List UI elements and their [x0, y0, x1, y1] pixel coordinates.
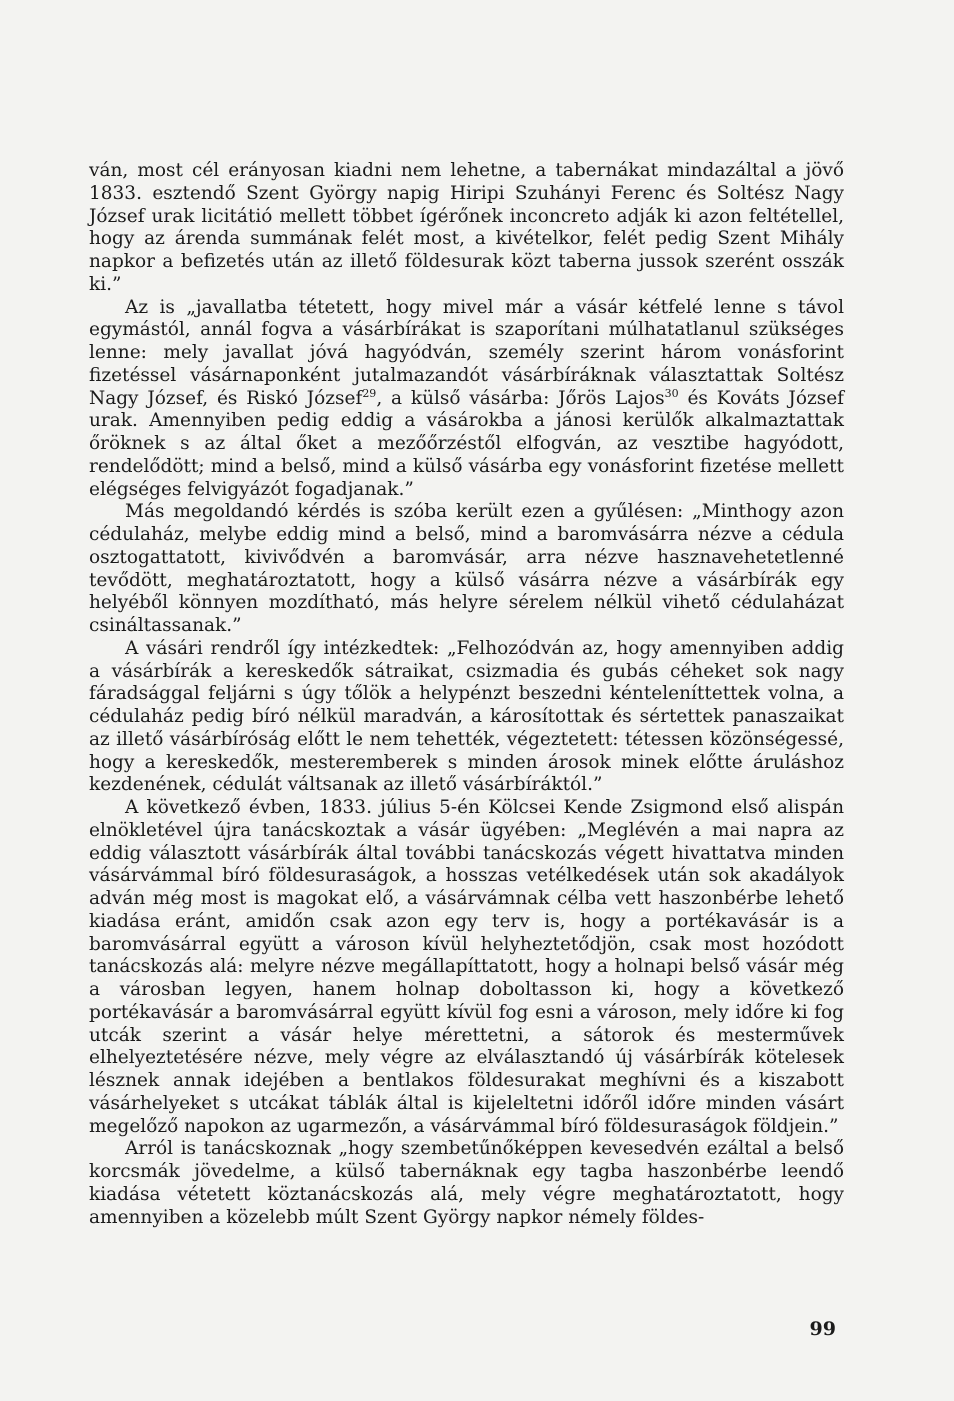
- paragraph-text: és Kováts József urak. Amennyiben pedig eddig a vásárokba a jánosi kerülők alkalmaztattak őröknek s az által őket a mezőőrzéstől elfogván, az vesztibe hagyódott, rendelődött; mind a belső, mind a külső vásárba egy vonásforint fizetése mellett elégséges felvigyázót fogadjanak.”: [89, 387, 844, 500]
- paragraph-text: A vásári rendről így intézkedtek: „Felhozódván az, hogy amennyiben addig a vásárbírák a kereskedők sátraikat, csizmadia és gubás céheket sok nagy fáradsággal feljárni s úgy tőlök a helypénzt beszedni kénteleníttettek volna, a cédulaház pedig bíró nélkül maradván, a károsítottak és sértettek panaszaikat az illető vásárbíróság előtt le nem tehették, végeztetett: tétessen közönségessé, hogy a kereskedők, mesteremberek s minden árosok minek előtte áruláshoz kezdenének, cédulát váltsanak az illető vásárbíráktól.”: [89, 637, 844, 796]
- paragraph: [89, 638, 844, 797]
- paragraph: [89, 297, 844, 502]
- paragraph-text: A következő évben, 1833. július 5-én Kölcsei Kende Zsigmond első alispán elnökletével újra tanácskoztak a vásár ügyében: „Meglévén a mai napra az eddig választott vásárbírák által további tanácskozás végett hivattatva minden vásárvámmal bíró földesuraságok, a hosszas vetélkedések után sok akadályok adván még most is magokat elő, a vásárvámnak célba vett haszonbérbe lehető kiadása eránt, amidőn csak azon egy terv is, hogy a portékavásár is a baromvásárral együtt a városon kívül helyheztetődjön, csak most hozódott tanácskozás alá: melyre nézve megállapíttatott, hogy a holnapi belső vásár még a városban legyen, hanem holnap doboltasson ki, hogy a következő portékavásár a baromvásárral együtt kívül fog esni a városon, mely időre ki fog utcák szerint a vásár helye mérettetni, a sátorok és mesterművek elhelyeztetésére nézve, mely végre az elválasztandó új vásárbírák kötelesek lésznek annak idejében a bentlakos földesurakat meghívni és a kiszabott vásárhelyeket s utcákat táblák által is kijeleltetni időről időre minden vásárt megelőző napokon az ugarmezőn, a vásárvámmal bíró földesuraságok földjein.”: [89, 797, 844, 1137]
- paragraph: [89, 1138, 844, 1229]
- paragraph: [89, 797, 844, 1138]
- footnote-reference: 30: [664, 386, 679, 400]
- paragraph-text: Arról is tanácskoznak „hogy szembetűnőképpen kevesedvén ezáltal a belső korcsmák jövedelme, a külső tabernáknak egy tagba haszonbérbe leendő kiadása vétetett köztanácskozás alá, mely végre meghatároztatott, hogy amennyiben a közelebb múlt Szent György napkor némely földes-: [89, 1138, 844, 1228]
- paragraph: [89, 501, 844, 638]
- page-number: 99: [809, 1318, 836, 1340]
- paragraph-text: , a külső vásárba: Jőrös Lajos: [376, 387, 665, 409]
- paragraph-text: Az is „javallatba tétetett, hogy mivel már a vásár kétfelé lenne s távol egymástól, annál fogva a vásárbírákat is szaporítani múlhatatlanul szükséges lenne: mely javallat jóvá hagyódván, személy szerint három vonásforint fizetéssel vásárnaponként jutalmazandót vásárbíráknak választattak Soltész Nagy József, és Riskó József: [89, 296, 844, 409]
- paragraph: [89, 160, 844, 297]
- paragraph-text: ván, most cél erányosan kiadni nem lehetne, a tabernákat mindazáltal a jövő 1833. esztendő Szent György napig Hiripi Szuhányi Ferenc és Soltész Nagy József urak licitátió mellett többet ígérőnek inconcreto adják ki azon feltétellel, hogy az árenda summának felét most, a kivételkor, felét pedig Szent Mihály napkor a befizetés után az illető földesurak közt taberna jussok szerént osszák ki.”: [89, 160, 844, 295]
- paragraph-text: Más megoldandó kérdés is szóba került ezen a gyűlésen: „Minthogy azon cédulaház, melybe eddig mind a belső, mind a baromvásárra nézve a cédula osztogattatott, kivivődvén a baromvásár, arra nézve hasznavehetetlenné tevődött, meghatároztatott, hogy a külső vásárra nézve a vásárbírák egy helyéből könnyen mozdítható, más helyre sérelem nélkül vihető cédulaházat csináltassanak.”: [89, 501, 844, 636]
- footnote-reference: 29: [362, 386, 377, 400]
- page-text: [89, 160, 844, 1229]
